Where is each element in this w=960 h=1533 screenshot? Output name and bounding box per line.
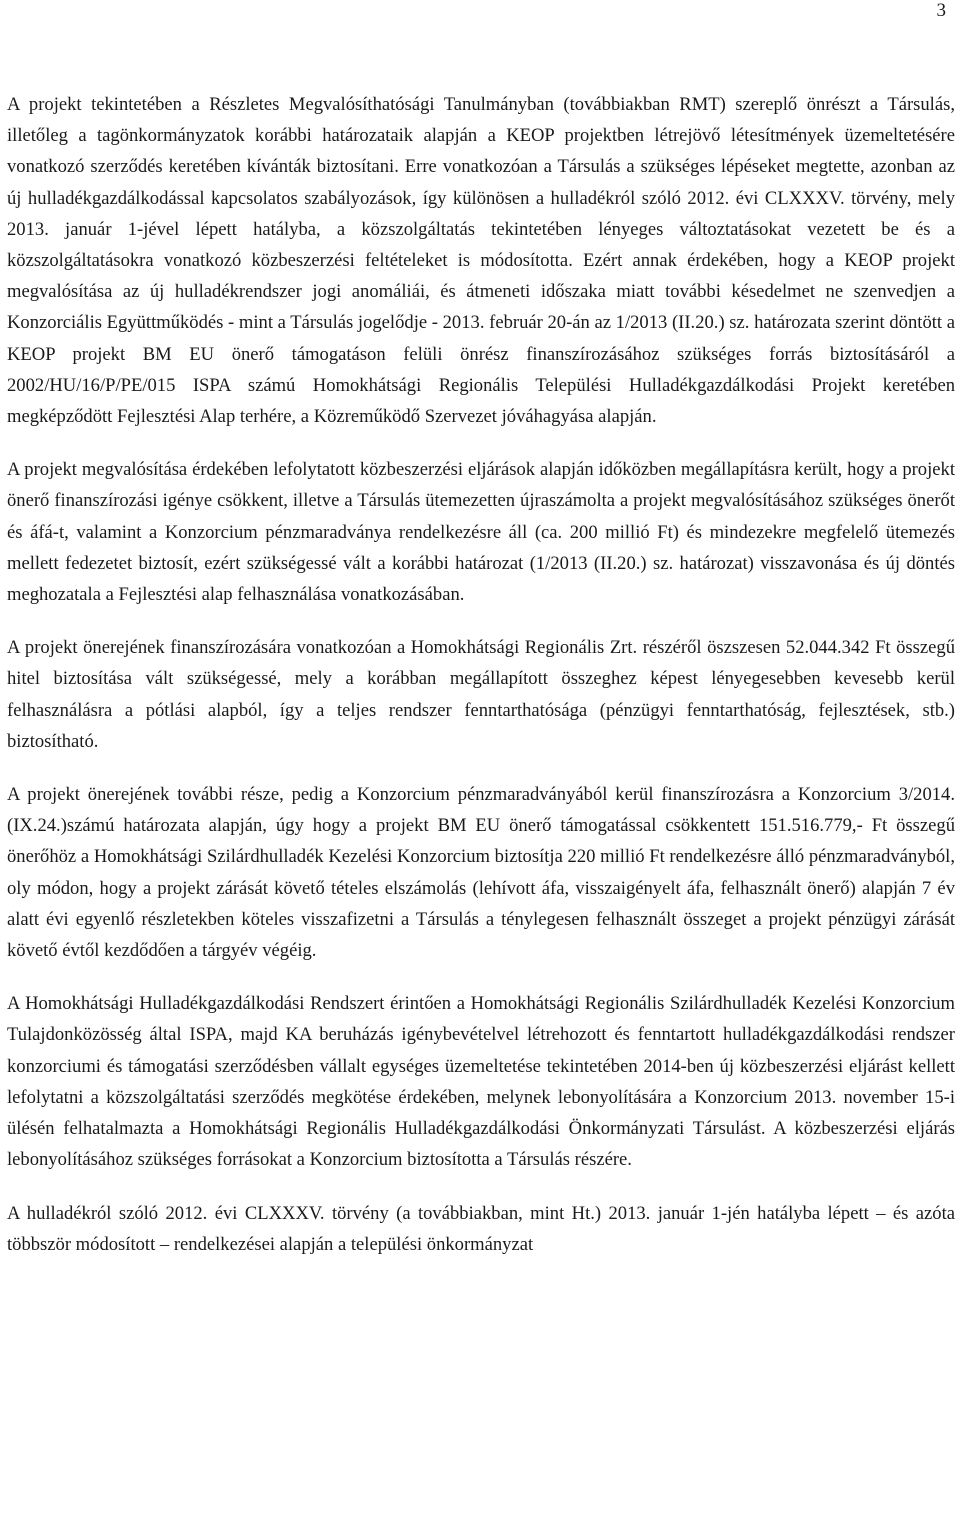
paragraph-procurement-revision: A projekt megvalósítása érdekében lefolytatott közbeszerzési eljárások alapján időközben megállapításra került, hogy a projekt önerő finanszírozási igénye csökkent, illetve a Társulás ütemezetten újraszámolta a projekt megvalósításához szükséges önerőt és áfá-t, valamint a Konzorcium pénzmaradványa rendelkezésre áll (ca. 200 millió Ft) és mindezekre megfelelő ütemezés mellett fedezetet biztosít, ezért szükségessé vált a korábbi határozat (1/2013 (II.20.) sz. határozat) visszavonása és új döntés meghozatala a Fejlesztési alap felhasználása vonatkozásában. (7, 459, 955, 606)
paragraph-consortium-reserve: A projekt önerejének további része, pedig a Konzorcium pénzmaradványából kerül finanszírozásra a Konzorcium 3/2014.(IX.24.)számú határozata alapján, úgy hogy a projekt BM EU önerő támogatással csökkentett 151.516.779,- Ft összegű önerőhöz a Homokhátsági Szilárdhulladék Kezelési Konzorcium biztosítja 220 millió Ft rendelkezésre álló pénzmaradványból, oly módon, hogy a projekt zárását követő tételes elszámolás (lehívott áfa, visszaigényelt áfa, felhasznált önerő) alapján 7 év alatt évi egyenlő részletekben köteles visszafizetni a Társulás a ténylegesen felhasznált összeget a projekt pénzügyi zárását követő évtől kezdődően a tárgyév végéig. (7, 784, 955, 962)
page-number: 3 (936, 0, 946, 21)
document-body (7, 89, 955, 1282)
paragraph-rmt-financing: A projekt tekintetében a Részletes Megvalósíthatósági Tanulmányban (továbbiakban RMT) szereplő önrészt a Társulás, illetőleg a tagönkormányzatok korábbi határozataik alapján a KEOP projektben létrejövő létesítmények üzemeltetésére vonatkozó szerződés keretében kívánták biztosítani. Erre vonatkozóan a Társulás a szükséges lépéseket megtette, azonban az új hulladékgazdálkodással kapcsolatos szabályozások, így különösen a hulladékról szóló 2012. évi CLXXXV. törvény, mely 2013. január 1-jével lépett hatályba, a közszolgáltatás tekintetében lényeges változtatásokat vezetett be és a közszolgáltatásokra vonatkozó közbeszerzési feltételeket is módosította. Ezért annak érdekében, hogy a KEOP projekt megvalósítása az új hulladékrendszer jogi anomáliái, és átmeneti időszaka miatt további késedelmet ne szenvedjen a Konzorciális Együttműködés - mint a Társulás jogelődje - 2013. február 20-án az 1/2013 (II.20.) sz. határozata szerint döntött a KEOP projekt BM EU önerő támogatáson felüli önrész finanszírozásához szükséges forrás biztosításáról a 2002/HU/16/P/PE/015 ISPA számú Homokhátsági Regionális Települési Hulladékgazdálkodási Projekt keretében megképződött Fejlesztési Alap terhére, a Közreműködő Szervezet jóváhagyása alapján. (7, 94, 955, 428)
paragraph-waste-law: A hulladékról szóló 2012. évi CLXXXV. törvény (a továbbiakban, mint Ht.) 2013. január 1-jén hatályba lépett – és azóta többször módosított – rendelkezései alapján a települési önkormányzat (7, 1202, 955, 1255)
paragraph-operation-tender: A Homokhátsági Hulladékgazdálkodási Rendszert érintően a Homokhátsági Regionális Szilárdhulladék Kezelési Konzorcium Tulajdonközösség által ISPA, majd KA beruházás igénybevételvel létrehozott és fenntartott hulladékgazdálkodási rendszer konzorciumi és támogatási szerződésben vállalt egységes üzemeltetése tekintetében 2014-ben új közbeszerzési eljárást kellett lefolytatni a közszolgáltatási szerződés megkötése érdekében, melynek lebonyolítására a Konzorcium 2013. november 15-i ülésén felhatalmazta a Homokhátsági Regionális Hulladékgazdálkodási Önkormányzati Társulást. A közbeszerzési eljárás lebonyolításához szükséges forrásokat a Konzorcium biztosította a Társulás részére. (7, 993, 955, 1171)
paragraph-loan-financing: A projekt önerejének finanszírozására vonatkozóan a Homokhátsági Regionális Zrt. részéről öszszesen 52.044.342 Ft összegű hitel biztosítása vált szükségessé, mely a korábban megállapított összeghez képest lényegesebben kevesebb kerül felhasználásra a pótlási alapból, így a teljes rendszer fenntarthatósága (pénzügyi fenntarthatóság, fejlesztések, stb.) biztosítható. (7, 637, 955, 752)
